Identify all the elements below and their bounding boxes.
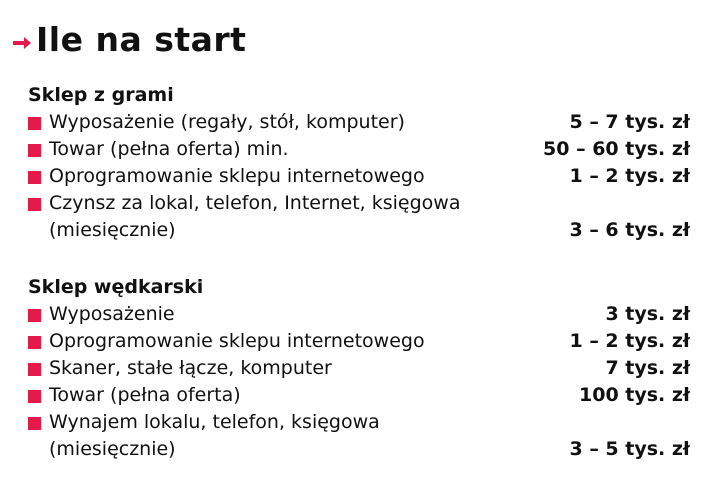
item-label: Towar (pełna oferta)	[49, 384, 241, 406]
square-bullet-icon	[28, 144, 41, 157]
right-arrow-icon	[12, 34, 32, 52]
title-row	[12, 20, 246, 60]
square-bullet-icon	[28, 363, 41, 376]
item-label: Wynajem lokalu, telefon, księgowa	[49, 411, 380, 433]
item-label-continuation: (miesięcznie)	[49, 219, 176, 241]
item-value: 1 – 2 tys. zł	[569, 165, 690, 187]
square-bullet-icon	[28, 117, 41, 130]
list-item	[28, 355, 690, 382]
square-bullet-icon	[28, 336, 41, 349]
page-title: Ile na start	[36, 20, 247, 59]
item-label: Oprogramowanie sklepu internetowego	[49, 330, 425, 352]
list-item	[28, 382, 690, 409]
item-value: 100 tys. zł	[579, 384, 690, 406]
item-label: Czynsz za lokal, telefon, Internet, księgowa	[49, 192, 461, 214]
square-bullet-icon	[28, 309, 41, 322]
section-fishing-shop	[28, 274, 690, 463]
section-heading: Sklep wędkarski	[28, 276, 204, 298]
square-bullet-icon	[28, 390, 41, 403]
list-item	[28, 190, 690, 244]
list-item	[28, 301, 690, 328]
item-label: Wyposażenie	[49, 303, 175, 325]
list-item	[28, 328, 690, 355]
item-label: Skaner, stałe łącze, komputer	[49, 357, 332, 379]
item-label-continuation: (miesięcznie)	[49, 438, 176, 460]
list-item	[28, 409, 690, 463]
item-value: 1 – 2 tys. zł	[569, 330, 690, 352]
item-value: 3 tys. zł	[605, 303, 690, 325]
item-label: Oprogramowanie sklepu internetowego	[49, 165, 425, 187]
square-bullet-icon	[28, 198, 41, 211]
item-value: 3 – 6 tys. zł	[569, 219, 690, 241]
item-value: 3 – 5 tys. zł	[569, 438, 690, 460]
item-value: 5 – 7 tys. zł	[569, 111, 690, 133]
square-bullet-icon	[28, 417, 41, 430]
section-game-shop	[28, 82, 690, 244]
list-item	[28, 136, 690, 163]
square-bullet-icon	[28, 171, 41, 184]
item-value: 50 – 60 tys. zł	[543, 138, 690, 160]
item-value: 7 tys. zł	[605, 357, 690, 379]
list-item	[28, 109, 690, 136]
item-label: Towar (pełna oferta) min.	[49, 138, 289, 160]
item-label: Wyposażenie (regały, stół, komputer)	[49, 111, 405, 133]
section-heading: Sklep z grami	[28, 84, 174, 106]
list-item	[28, 163, 690, 190]
